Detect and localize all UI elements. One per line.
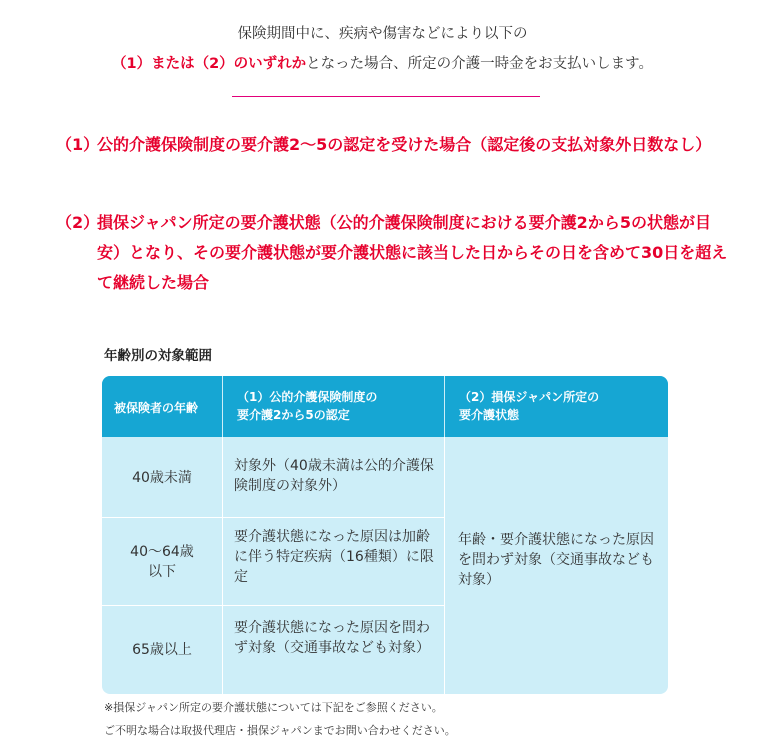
header-age-label: 被保険者の年齢 bbox=[114, 401, 199, 415]
condition-1-text: 公的介護保険制度の要介護2～5の認定を受けた場合（認定後の支払対象外日数なし） bbox=[97, 135, 712, 154]
header-public-care-label bbox=[237, 388, 377, 424]
table-title: 年齢別の対象範囲 bbox=[104, 348, 212, 364]
condition-1 bbox=[56, 130, 726, 160]
header-age bbox=[102, 376, 222, 437]
header-sompo-care-line-2: 要介護状態 bbox=[459, 408, 520, 422]
header-public-care-line-2: 要介護2から5の認定 bbox=[237, 408, 350, 422]
row-3-public-care: 要介護状態になった原因を問わず対象（交通事故なども対象） bbox=[234, 620, 430, 656]
condition-2-number: （2） bbox=[56, 213, 100, 232]
row-3-age: 65歳以上 bbox=[132, 642, 192, 658]
age-coverage-table bbox=[102, 376, 668, 694]
row-1-age: 40歳未満 bbox=[132, 470, 192, 486]
row-2-public-care: 要介護状態になった原因は加齢に伴う特定疾病（16種類）に限定 bbox=[234, 529, 434, 585]
note-2: ご不明な場合は取扱代理店・損保ジャパンまでお問い合わせください。 bbox=[104, 724, 456, 737]
condition-2 bbox=[56, 208, 726, 298]
intro-line-2 bbox=[0, 52, 765, 73]
header-public-care-line-1: （1）公的介護保険制度の bbox=[237, 390, 378, 404]
note-1: ※損保ジャパン所定の要介護状態については下記をご参照ください。 bbox=[104, 701, 443, 714]
header-public-care bbox=[223, 376, 444, 437]
column-divider-2 bbox=[444, 437, 445, 694]
row-1-public-care: 対象外（40歳未満は公的介護保険制度の対象外） bbox=[234, 458, 434, 494]
row-divider-2 bbox=[102, 605, 444, 606]
header-sompo-care bbox=[445, 376, 668, 437]
sompo-care-all-ages: 年齢・要介護状態になった原因を問わず対象（交通事故なども対象） bbox=[458, 532, 654, 588]
intro-highlight: （1）または（2）のいずれか bbox=[111, 56, 307, 72]
header-sompo-care-label bbox=[459, 388, 599, 424]
condition-2-text: 損保ジャパン所定の要介護状態（公的介護保険制度における要介護2から5の状態が目安）となり、その要介護状態が要介護状態に該当した日からその日を含めて30日を超えて継続した場合 bbox=[97, 213, 728, 292]
column-divider-1 bbox=[222, 437, 223, 694]
intro-line-1: 保険期間中に、疾病や傷害などにより以下の bbox=[237, 26, 528, 42]
header-sompo-care-line-1: （2）損保ジャパン所定の bbox=[459, 390, 600, 404]
section-divider bbox=[232, 96, 540, 97]
intro-line-2-rest: となった場合、所定の介護一時金をお支払いします。 bbox=[306, 56, 654, 72]
row-2-age-line-2: 以下 bbox=[148, 564, 176, 580]
row-2-age bbox=[102, 542, 222, 582]
condition-1-number: （1） bbox=[56, 135, 100, 154]
row-divider-1 bbox=[102, 517, 444, 518]
row-2-age-line-1: 40～64歳 bbox=[130, 544, 194, 560]
